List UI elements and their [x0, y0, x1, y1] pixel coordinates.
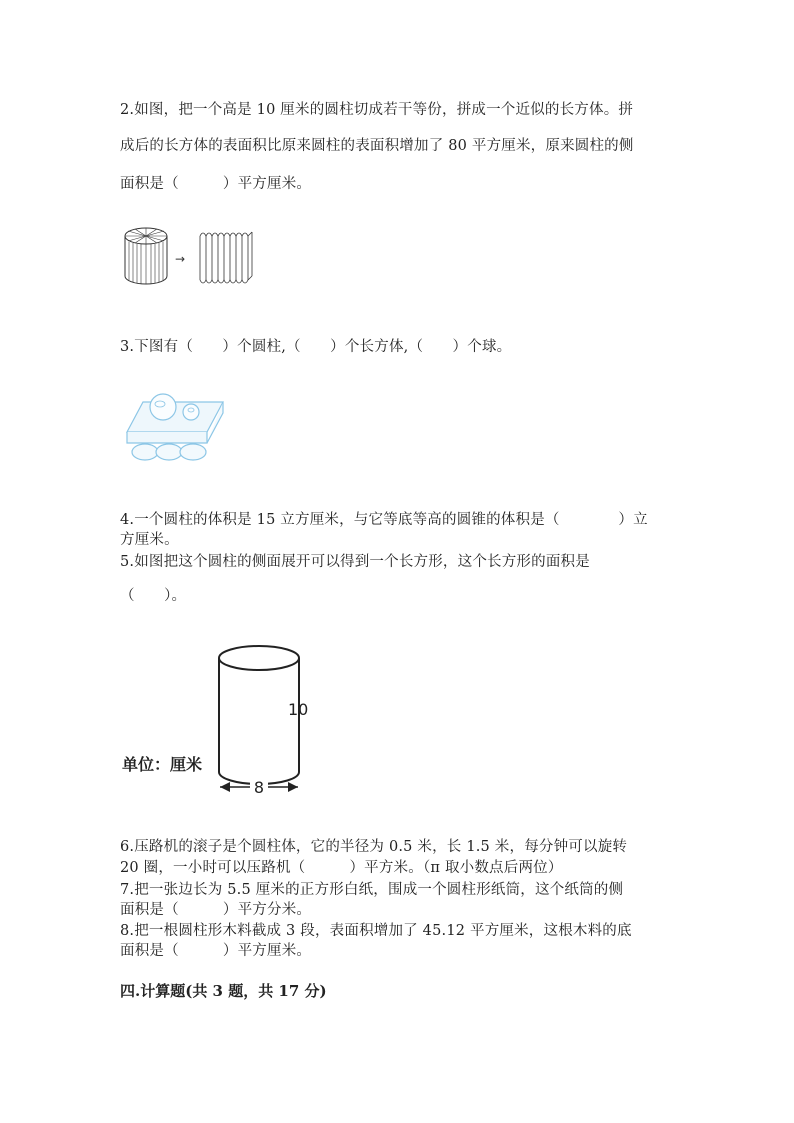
q7-line-2: 面积是（ ）平方分米。 [120, 902, 312, 918]
q2-arrow-icon: → [175, 252, 186, 266]
q5-cylinder-figure [120, 640, 320, 800]
q2-line-3: 面积是（ ）平方厘米。 [120, 176, 312, 192]
q8-line-1: 8.把一根圆柱形木料截成 3 段，表面积增加了 45.12 平方厘米，这根木料的底 [120, 923, 632, 939]
q3-cylinder-1 [132, 444, 158, 460]
q2-cylinder-to-cuboid-figure [120, 222, 270, 292]
q2-line-2: 成后的长方体的表面积比原来圆柱的表面积增加了 80 平方厘米，原来圆柱的侧 [120, 138, 634, 154]
q4-line-1: 4.一个圆柱的体积是 15 立方厘米，与它等底等高的圆锥的体积是（ ）立 [120, 512, 648, 528]
q5-unit-label: 单位：厘米 [122, 755, 203, 774]
q2-line-1: 2.如图，把一个高是 10 厘米的圆柱切成若干等份，拼成一个近似的长方体。拼 [120, 102, 634, 118]
q5-line-2: （ ）。 [120, 588, 187, 604]
q5-height-label: 10 [288, 700, 309, 719]
q2-cuboid [200, 232, 252, 283]
q3-solids-figure [125, 390, 230, 465]
q4-line-2: 方厘米。 [120, 532, 179, 548]
q6-line-2: 20 圈，一小时可以压路机（ ）平方米。（π 取小数点后两位） [120, 860, 563, 876]
q2-cylinder [125, 228, 167, 284]
section-4-title: 四.计算题(共 3 题，共 17 分) [120, 982, 327, 1000]
q3-cylinder-2 [156, 444, 182, 460]
q3-cylinder-3 [180, 444, 206, 460]
q6-line-1: 6.压路机的滚子是个圆柱体，它的半径为 0.5 米，长 1.5 米，每分钟可以旋转 [120, 839, 628, 855]
q5-width-label: 8 [253, 778, 265, 797]
q8-line-2: 面积是（ ）平方厘米。 [120, 943, 312, 959]
q7-line-1: 7.把一张边长为 5.5 厘米的正方形白纸，围成一个圆柱形纸筒，这个纸筒的侧 [120, 882, 624, 898]
q5-line-1: 5.如图把这个圆柱的侧面展开可以得到一个长方形，这个长方形的面积是 [120, 554, 590, 570]
q3-text: 3.下图有（ ）个圆柱,（ ）个长方体,（ ）个球。 [120, 339, 512, 355]
